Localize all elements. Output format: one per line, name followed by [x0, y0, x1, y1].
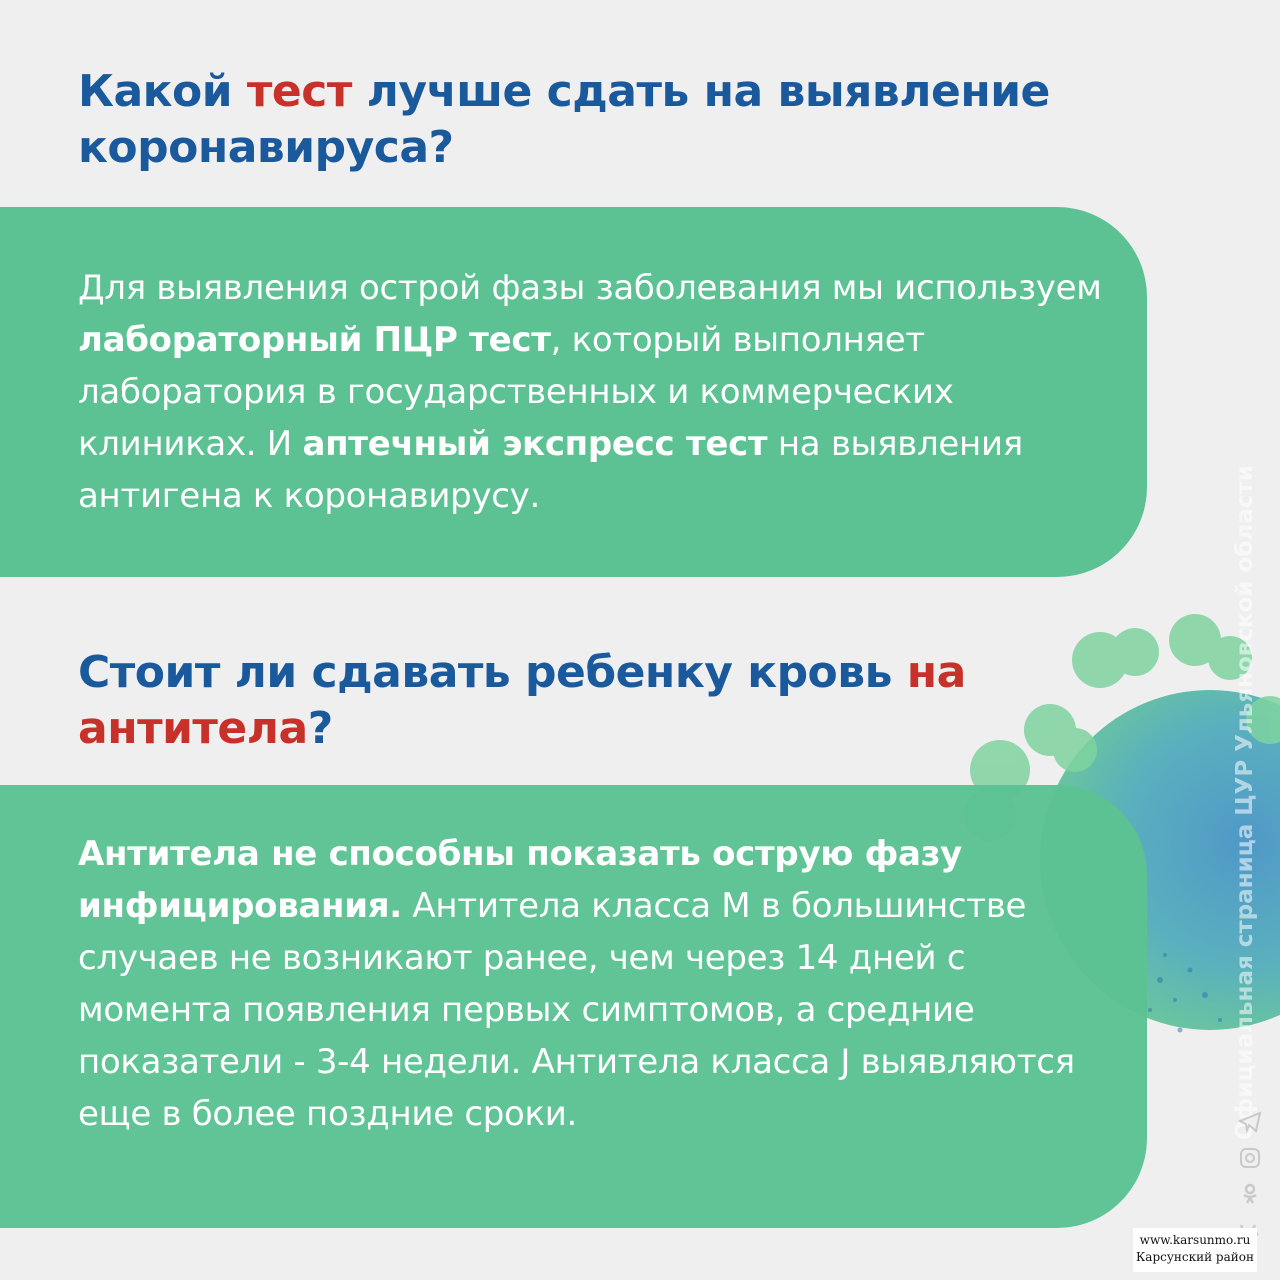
heading-2-text-end: ? — [307, 703, 333, 754]
heading-antibodies — [78, 645, 978, 757]
heading-2-accent: на антитела — [78, 647, 966, 754]
text-1-part-1: Для выявления острой фазы заболевания мы используем — [78, 268, 1102, 308]
info-card-1-text — [78, 262, 1118, 522]
district-label: Карсунский район — [1136, 1250, 1254, 1264]
text-1-part-3: на выявления антигена к коронавирусу. — [78, 424, 1023, 516]
odnoklassniki-icon — [1238, 1182, 1262, 1206]
heading-1-text-end: лучше сдать на выявление коронавируса? — [78, 66, 1050, 173]
text-2-bold-1: Антитела не способны показать острую фазу инфицирования. — [78, 834, 963, 926]
telegram-icon — [1238, 1110, 1262, 1134]
heading-test-choice — [78, 64, 1078, 176]
heading-2-text: Стоит ли сдавать ребенку кровь — [78, 647, 907, 698]
heading-1-text: Какой — [78, 66, 247, 117]
info-card-2-text — [78, 828, 1118, 1140]
heading-1-accent: тест — [246, 66, 352, 117]
social-icons — [1236, 1110, 1264, 1242]
instagram-icon — [1238, 1146, 1262, 1170]
site-url[interactable]: www.karsunmo.ru — [1139, 1233, 1251, 1247]
text-1-part-2: , который выполняет лаборатория в государственных и коммерческих клиниках. И — [78, 320, 954, 464]
site-footer — [1133, 1228, 1257, 1272]
text-1-bold-2: аптечный экспресс тест — [302, 424, 768, 464]
text-1-bold-1: лабораторный ПЦР тест — [78, 320, 551, 360]
side-caption: Официальная страница ЦУР Ульяновской области — [1232, 465, 1258, 1140]
text-2-part-1: Антитела класса М в большинстве случаев не возникают ранее, чем через 14 дней с момента появления первых симптомов, а средние показатели - 3-4 недели. Антитела класса J выявляются еще в более поздние сроки. — [78, 886, 1075, 1134]
